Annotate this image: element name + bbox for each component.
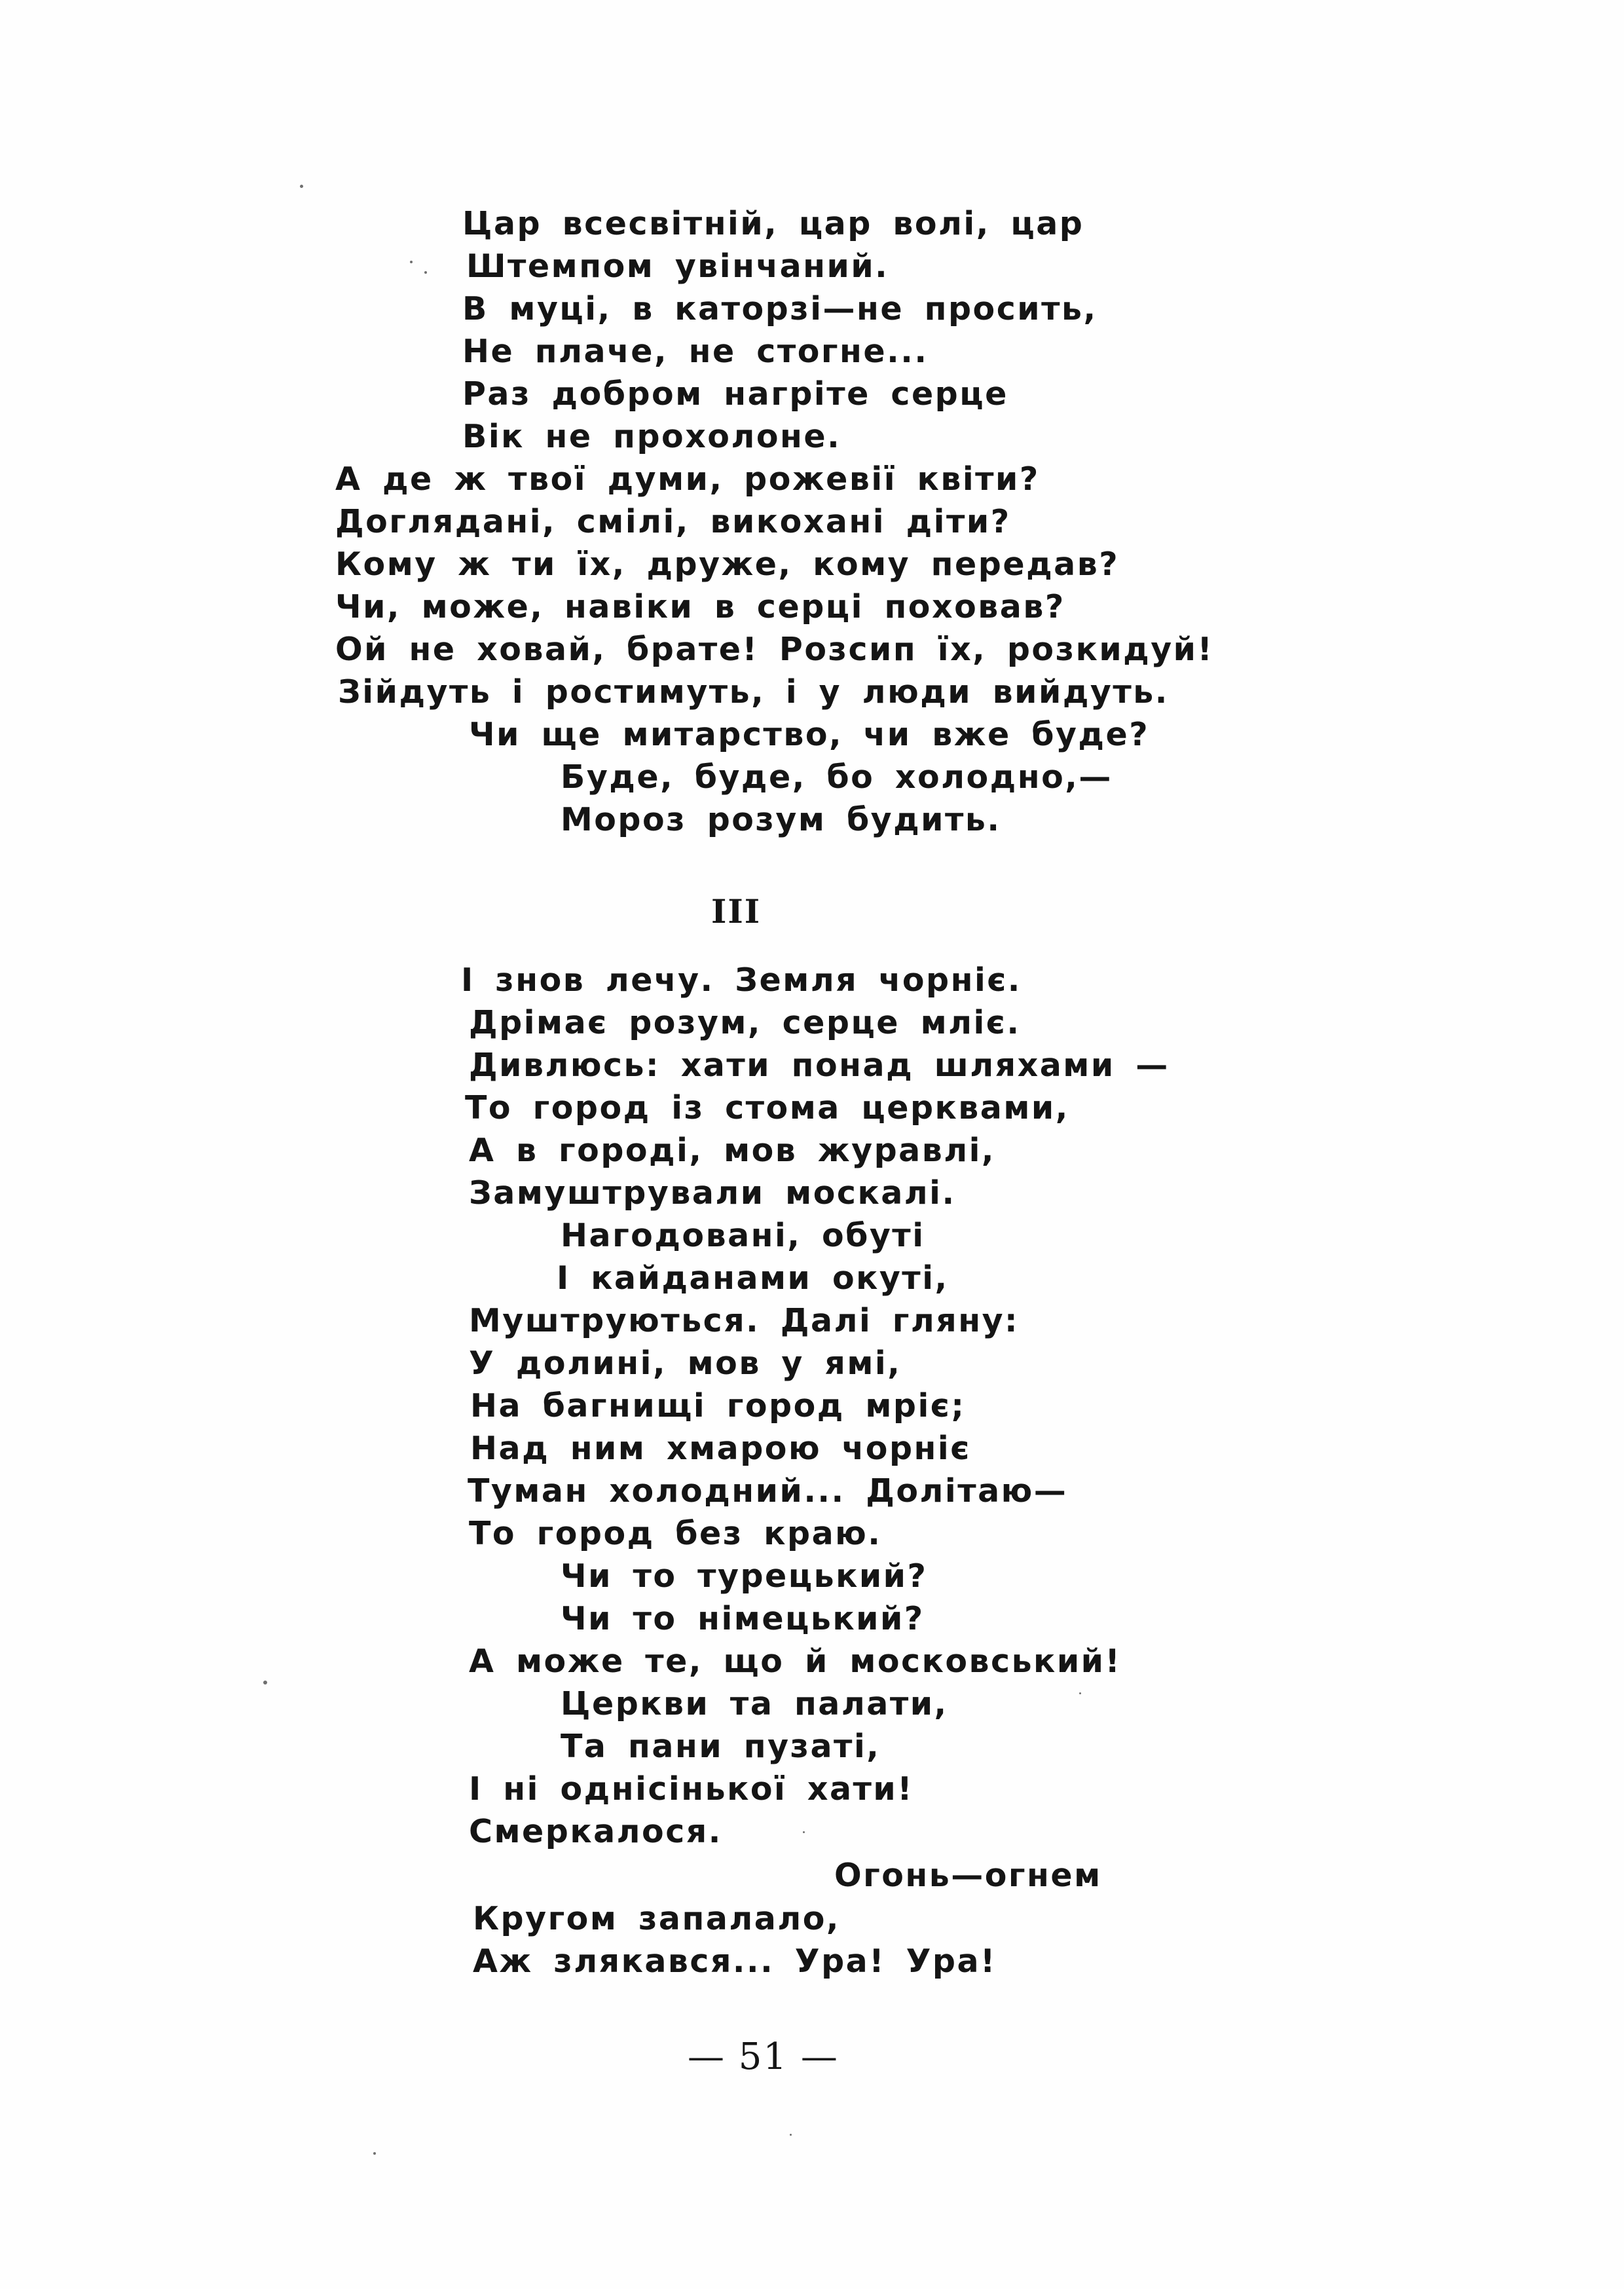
verse-line: Чи то німецький? — [561, 1600, 925, 1637]
verse-line: І кайданами окуті, — [557, 1259, 949, 1297]
scan-speck — [1079, 1692, 1081, 1694]
verse-line: А де ж твої думи, рожевії квіти? — [335, 460, 1040, 498]
verse-line: Чи то турецький? — [561, 1557, 928, 1595]
scan-speck — [410, 261, 413, 263]
verse-line: Дрімає розум, серце мліє. — [469, 1004, 1021, 1041]
verse-line: А може те, що й московський! — [469, 1643, 1122, 1680]
verse-line: Кому ж ти їх, друже, кому передав? — [335, 546, 1120, 583]
section-number: III — [711, 892, 762, 931]
verse-line: Дивлюсь: хати понад шляхами — — [469, 1047, 1170, 1084]
scan-speck — [300, 185, 303, 188]
scan-speck — [263, 1681, 267, 1684]
verse-line: Замуштрували москалі. — [469, 1174, 956, 1212]
verse-line: Нагодовані, обуті — [561, 1217, 925, 1254]
verse-line: У долині, мов у ямі, — [469, 1345, 902, 1382]
verse-line: Буде, буде, бо холодно,— — [561, 758, 1113, 796]
verse-line: Доглядані, смілі, викохані діти? — [335, 503, 1011, 540]
verse-line: І ні однісінької хати! — [469, 1770, 914, 1808]
verse-line: Зійдуть і ростимуть, і у люди вийдуть. — [338, 673, 1169, 711]
verse-line: То город без краю. — [469, 1515, 882, 1552]
page-number: — 51 — — [688, 2036, 839, 2078]
verse-line: В муці, в каторзі—не просить, — [462, 290, 1098, 327]
verse-line: Муштруються. Далі гляну: — [469, 1302, 1020, 1339]
verse-line: Над ним хмарою чорніє — [470, 1430, 971, 1467]
verse-line: І знов лечу. Земля чорніє. — [461, 961, 1022, 999]
verse-line: А в городі, мов журавлі, — [469, 1132, 996, 1169]
verse-line: Ой не ховай, брате! Розсип їх, розкидуй! — [335, 631, 1214, 668]
verse-line: Церкви та палати, — [561, 1685, 948, 1722]
verse-line: Аж злякався... Ура! Ура! — [473, 1943, 997, 1980]
verse-line: Штемпом увінчаний. — [466, 248, 889, 285]
verse-line: То город із стома церквами, — [465, 1089, 1069, 1126]
scan-speck — [424, 271, 427, 274]
verse-line: Кругом запалало, — [473, 1900, 841, 1937]
verse-line: Чи, може, навіки в серці поховав? — [335, 588, 1065, 625]
verse-line: Та пани пузаті, — [561, 1728, 881, 1765]
verse-line: На багнищі город мріє; — [470, 1387, 966, 1424]
verse-line: Не плаче, не стогне... — [462, 333, 929, 370]
scan-speck — [373, 2152, 376, 2155]
scan-speck — [790, 2134, 792, 2136]
verse-line: Мороз розум будить. — [561, 801, 1001, 838]
verse-line: Раз добром нагріте серце — [462, 375, 1008, 413]
verse-line: Цар всесвітній, цар волі, цар — [462, 205, 1084, 242]
verse-line: Туман холодний... Долітаю— — [468, 1472, 1068, 1510]
verse-line: Чи ще митарство, чи вже буде? — [469, 716, 1150, 753]
verse-line: Вік не прохолоне. — [462, 418, 841, 455]
verse-line: Огонь—огнем — [834, 1857, 1102, 1894]
scan-speck — [803, 1831, 805, 1833]
verse-line: Смеркалося. — [469, 1813, 722, 1850]
